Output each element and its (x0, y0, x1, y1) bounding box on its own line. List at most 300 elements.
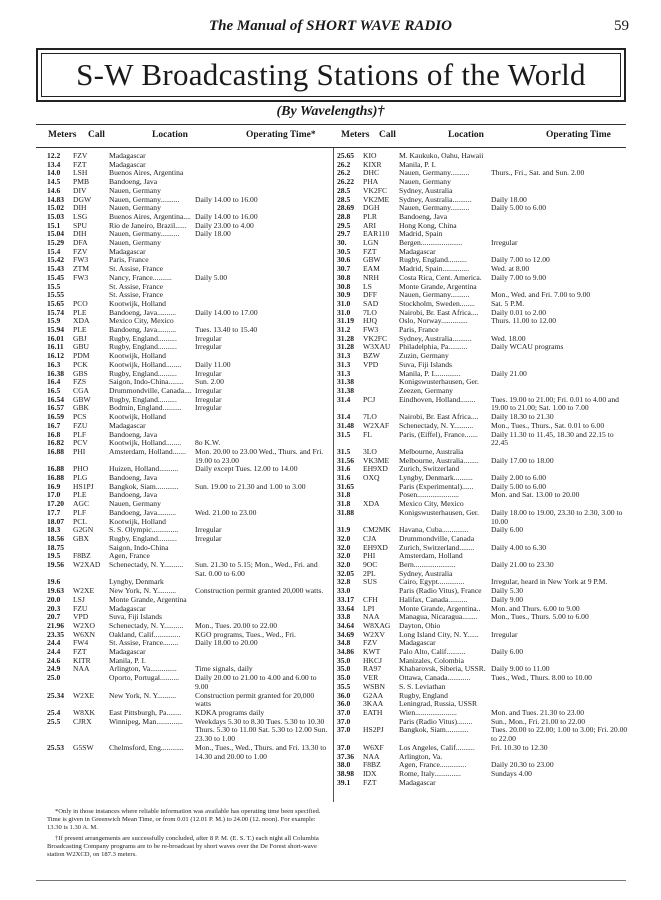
station-row (47, 317, 329, 326)
station-operating-time: Sun., Mon., Fri. 21.00 to 22.00 (491, 716, 586, 726)
station-row (337, 352, 629, 361)
station-call: KIO (363, 151, 377, 160)
station-call: VPD (73, 612, 89, 622)
station-location: St. Assise, France (109, 282, 163, 291)
station-meters: 31.3 (337, 368, 351, 378)
station-location: Monte Grande, Argentina (399, 282, 477, 291)
station-meters: 31.5 (337, 446, 351, 456)
station-row (337, 474, 629, 483)
station-meters: 33.64 (337, 603, 355, 613)
station-location: Nauen, Germany (109, 186, 161, 195)
station-location: Drummondville, Canada.... (109, 386, 192, 395)
station-meters: 14.0 (47, 168, 61, 178)
station-operating-time: Daily 5.30 (491, 586, 524, 596)
station-operating-time (195, 283, 329, 292)
station-call: GBW (363, 255, 381, 265)
station-operating-time: Tues. 13.40 to 15.40 (195, 325, 258, 335)
station-operating-time: Daily 4.00 to 6.30 (491, 542, 547, 552)
station-call: PHO (73, 464, 89, 474)
station-call: GBJ (73, 333, 87, 343)
station-call: PLG (73, 473, 88, 483)
station-location: Rugby, England.......... (109, 534, 177, 543)
station-meters: 37.0 (337, 716, 351, 726)
station-location: Schenectady, N. Y.......... (109, 561, 184, 570)
bottom-rule (36, 880, 626, 881)
station-meters: 17.7 (47, 507, 61, 517)
station-location: St. Assise, France........ (109, 639, 179, 648)
station-operating-time: Mon., Tues., Thurs., Sat. 0.01 to 6.00 (491, 420, 605, 430)
station-meters: 16.11 (47, 342, 64, 352)
station-meters: 15.1 (47, 220, 61, 230)
station-row (47, 404, 329, 413)
station-call: CFH (363, 594, 378, 604)
station-call (363, 378, 399, 387)
station-meters: 20.3 (47, 603, 61, 613)
station-row (47, 378, 329, 387)
station-row (337, 213, 629, 222)
station-call: 7LO (363, 412, 377, 422)
station-row (47, 274, 329, 283)
station-meters: 38.98 (337, 768, 355, 778)
station-operating-time: Daily 18.00 (491, 194, 527, 204)
station-row (337, 596, 629, 605)
station-location: Nauen, Germany (109, 239, 161, 248)
station-location: Manila, P. I.............. (399, 369, 461, 378)
column-divider (333, 148, 334, 802)
station-operating-time: Daily 7.00 to 9.00 (491, 272, 547, 282)
station-call: 3KAA (363, 699, 384, 709)
station-row (47, 639, 329, 648)
station-operating-time: Daily 20.30 to 23.00 (491, 760, 554, 770)
station-meters: 18.75 (47, 542, 65, 552)
station-location: Kootwijk, Holland (109, 413, 166, 422)
station-meters: 35.0 (337, 655, 351, 665)
station-call: LSJ (73, 594, 85, 604)
station-operating-time: Irregular, heard in New York at 9 P.M. (491, 577, 608, 587)
station-meters: 28.5 (337, 185, 351, 195)
station-operating-time (491, 378, 629, 387)
station-location: Paris (Radio Vitus), France (399, 587, 482, 596)
station-operating-time: Daily 5.00 to 6.00 (491, 203, 547, 213)
station-call: DGW (73, 194, 92, 204)
station-row (47, 509, 329, 518)
station-location: Madrid, Spain (399, 230, 443, 239)
station-call: G5SW (73, 742, 94, 752)
station-location: Monte Grande, Argentina (109, 595, 187, 604)
station-row (337, 509, 629, 526)
station-meters: 31.4 (337, 394, 351, 404)
header-call-left: Call (88, 130, 105, 140)
station-row (47, 213, 329, 222)
station-meters: 31.2 (337, 325, 351, 335)
station-row (337, 587, 629, 596)
station-location: Amsterdam, Holland....... (109, 447, 186, 456)
station-meters: 36.0 (337, 690, 351, 700)
station-location: East Pittsburgh, Pa........ (109, 709, 182, 717)
station-meters: 31.65 (337, 481, 355, 491)
station-operating-time (491, 692, 629, 701)
station-row (47, 413, 329, 422)
station-call: EH9XD (363, 464, 388, 474)
station-operating-time: Tues. 19.00 to 21.00; Fri. 0.01 to 4.00 and 19.00 to 21.00; Sat. 1.00 to 7.00 (491, 394, 619, 413)
station-meters: 31.38 (337, 385, 355, 395)
station-call: DFA (73, 238, 88, 248)
header-location-left: Location (152, 130, 188, 140)
station-meters: 35.5 (337, 681, 351, 691)
station-location: Kootwijk, Holland (109, 299, 166, 308)
station-call: VPD (363, 359, 379, 369)
station-operating-time: Construction permit granted for 20,000 watts (195, 690, 315, 709)
station-operating-time: Daily 14.00 to 16.00 (195, 194, 258, 204)
station-meters: 16.88 (47, 473, 65, 483)
station-location: Rome, Italy.............. (399, 769, 461, 778)
station-meters: 34.8 (337, 638, 351, 648)
station-row (337, 709, 629, 718)
station-location: Bern...................... (399, 561, 456, 570)
station-location: Zeezen, Germany (399, 386, 453, 395)
station-operating-time (195, 291, 329, 300)
station-location: Bandoeng, Java.......... (109, 326, 177, 335)
station-call: FW3 (363, 325, 379, 335)
station-row (47, 196, 329, 205)
station-location: Agen, France.............. (399, 761, 467, 770)
station-meters: 19.56 (47, 560, 65, 570)
station-call: RA97 (363, 664, 382, 674)
station-location: Nauen, Germany.......... (399, 204, 470, 213)
station-call: W2XE (73, 690, 95, 700)
station-meters: 31.5 (337, 429, 351, 439)
station-row (47, 448, 329, 465)
station-meters: 37.0 (337, 725, 351, 735)
station-call: DHC (363, 168, 380, 178)
station-list-left (47, 152, 329, 761)
station-row (337, 779, 629, 788)
station-operating-time: Weekdays 5.30 to 8.30 Tues. 5.30 to 10.30 Thurs. 5.30 to 11.00 Sat. 5.30 to 12.00 Sun. 23.30 to 1.00 (195, 716, 328, 744)
footnotes (47, 808, 327, 863)
station-location: Hong Kong, China (399, 221, 457, 230)
station-row (337, 465, 629, 474)
station-row (47, 248, 329, 257)
station-call: GBW (73, 394, 91, 404)
station-location: Lyngby, Denmark.......... (399, 474, 473, 483)
station-operating-time (491, 152, 629, 161)
station-operating-time: Tues. 20.00 to 22.00; 1.00 to 3.00; Fri. 20.00 to 22.00 (491, 725, 628, 744)
station-location: Cairo, Egypt.............. (399, 578, 465, 587)
station-meters: 16.59 (47, 412, 65, 422)
station-operating-time (491, 222, 629, 231)
station-call: CGA (73, 385, 90, 395)
station-location: Rugby, England (399, 691, 448, 700)
station-call: LSH (73, 168, 88, 178)
station-meters: 33.0 (337, 586, 351, 596)
station-call: 2PL (363, 568, 376, 578)
station-location: Stockholm, Sweden........ (399, 299, 475, 308)
station-call: VK3ME (363, 455, 390, 465)
station-row (47, 674, 329, 691)
station-location: Kootwijk, Holland (109, 352, 166, 361)
station-meters: 18.07 (47, 516, 65, 526)
station-meters: 26.22 (337, 177, 355, 187)
station-operating-time: Wed. at 8.00 (491, 264, 530, 274)
station-call: 3LO (363, 446, 377, 456)
station-operating-time (195, 178, 329, 187)
station-operating-time: Daily 20.00 to 21.00 to 4.00 and 6.00 to 9.00 (195, 673, 317, 691)
station-row (47, 326, 329, 335)
station-meters: 16.9 (47, 481, 61, 491)
station-meters: 31.9 (337, 525, 351, 535)
station-call: NAA (363, 751, 380, 761)
station-call: FW3 (73, 272, 89, 282)
station-meters: 30.5 (337, 246, 351, 256)
station-location: St. Assise, France (109, 291, 163, 300)
station-location: Bandoeng, Java.......... (109, 308, 177, 317)
station-meters: 16.12 (47, 351, 65, 361)
station-meters: 15.65 (47, 298, 65, 308)
station-operating-time: Daily 2.00 to 6.00 (491, 473, 547, 483)
station-location: Arlington, Va. (399, 752, 443, 761)
station-operating-time: Mon., Tues. 20.00 to 22.00 (195, 620, 278, 630)
station-meters: 16.7 (47, 420, 61, 430)
station-location: M. Kaukuko, Oahu, Hawaii (399, 152, 484, 160)
station-meters: 16.8 (47, 429, 61, 439)
station-row (47, 169, 329, 178)
station-operating-time: Sundays 4.00 (491, 768, 532, 778)
station-meters: 31.0 (337, 307, 351, 317)
station-meters: 13.4 (47, 159, 61, 169)
station-meters: 25.5 (47, 716, 61, 726)
station-location: Nairobi, Br. East Africa.... (399, 413, 479, 422)
station-row (47, 587, 329, 596)
station-call: HJQ (363, 316, 377, 326)
station-operating-time (491, 352, 629, 361)
station-location: Melbourne, Australia (399, 447, 464, 456)
station-row (337, 291, 629, 300)
station-meters: 15.55 (47, 290, 65, 300)
station-operating-time: Mon., Tues., Thurs. 5.00 to 6.00 (491, 612, 589, 622)
station-row (337, 770, 629, 779)
station-meters: 30.9 (337, 290, 351, 300)
station-location: Madagascar (399, 778, 436, 787)
header-operating-time-right: Operating Time (546, 130, 611, 140)
station-operating-time: Time signals, daily (195, 664, 253, 674)
station-location: Melbourne, Australia........ (399, 456, 479, 465)
station-call: FZV (73, 246, 88, 256)
station-row (47, 265, 329, 274)
station-operating-time: Daily 0.01 to 2.00 (491, 307, 547, 317)
station-operating-time (195, 248, 329, 257)
station-location: Manila, P. I. (109, 656, 146, 665)
station-call: F8BZ (73, 551, 91, 561)
station-operating-time (195, 605, 329, 614)
station-meters: 16.82 (47, 438, 65, 448)
station-call: KIXR (363, 159, 382, 169)
station-row (337, 544, 629, 553)
station-row (47, 561, 329, 578)
station-meters: 28.69 (337, 203, 355, 213)
station-row (337, 744, 629, 753)
station-meters: 33.17 (337, 594, 355, 604)
station-location: Halifax, Canada.......... (399, 595, 468, 604)
station-meters: 16.01 (47, 333, 65, 343)
station-location: Los Angeles, Calif.......... (399, 743, 475, 752)
station-meters: 16.54 (47, 394, 65, 404)
station-meters: 16.5 (47, 385, 61, 395)
station-row (47, 657, 329, 666)
station-call: W8XAG (363, 620, 391, 630)
station-location: Bandoeng, Java (399, 212, 448, 221)
station-location: Sydney, Australia.......... (399, 334, 472, 343)
station-call (363, 509, 399, 526)
station-meters: 15.74 (47, 307, 65, 317)
station-operating-time: Daily 18.00 to 19.00, 23.30 to 2.30, 3.00 to 10.00 (491, 507, 623, 526)
station-row (47, 283, 329, 292)
station-operating-time: Daily 7.00 to 12.00 (491, 255, 550, 265)
station-location: Konigswusterhausen, Ger. (399, 378, 479, 387)
station-row (337, 343, 629, 352)
station-call: PLE (73, 490, 87, 500)
station-call: DIV (73, 185, 87, 195)
station-operating-time: 8o K.W. (195, 438, 221, 448)
station-call: IDX (363, 768, 377, 778)
station-operating-time: Daily 6.00 (491, 525, 524, 535)
station-call: DIH (73, 229, 87, 239)
station-location: Rugby, England.......... (109, 343, 177, 352)
station-meters: 15.29 (47, 238, 65, 248)
station-row (337, 317, 629, 326)
running-title: The Manual of SHORT WAVE RADIO (209, 18, 452, 34)
station-meters: 31.8 (337, 490, 351, 500)
station-meters: 14.5 (47, 177, 61, 187)
station-row (47, 422, 329, 431)
station-call: PCO (73, 298, 88, 308)
station-operating-time (491, 213, 629, 222)
station-call: EAR110 (363, 229, 390, 239)
station-meters: 31.4 (337, 412, 351, 422)
station-meters: 32.0 (337, 533, 351, 543)
station-meters: 19.63 (47, 586, 65, 596)
station-call: FZU (73, 420, 88, 430)
station-operating-time: Daily 11.30 to 11.45, 18.30 and 22.15 to 22.45 (491, 429, 614, 448)
station-operating-time (491, 683, 629, 692)
station-meters: 15.03 (47, 211, 65, 221)
station-row (47, 239, 329, 248)
station-meters: 31.28 (337, 333, 355, 343)
station-call: W6XF (363, 742, 384, 752)
station-operating-time: Thurs., Fri., Sat. and Sun. 2.00 (491, 168, 585, 178)
station-row (337, 274, 629, 283)
station-meters: 33.8 (337, 612, 351, 622)
station-call: W2XO (73, 620, 95, 630)
station-meters: 16.88 (47, 446, 65, 456)
station-location: Madrid, Spain.............. (399, 265, 470, 274)
station-location: Drummondville, Canada (399, 534, 475, 543)
station-row (337, 239, 629, 248)
station-location: Khabarovsk, Siberia, USSR. (399, 665, 486, 674)
station-call: DGH (363, 203, 380, 213)
station-meters: 16.88 (47, 464, 65, 474)
station-location: Paris (Experimental)...... (399, 482, 474, 491)
station-call: VK2FC (363, 185, 388, 195)
station-meters: 14.83 (47, 194, 65, 204)
station-call: XDA (73, 316, 90, 326)
station-operating-time: Wed. 18.00 (491, 333, 526, 343)
station-location: Oakland, Calif.............. (109, 630, 181, 639)
station-location: S. S. Olympic.............. (109, 526, 179, 535)
station-row (337, 578, 629, 587)
station-location: Madagascar (399, 639, 436, 648)
station-call: G2AA (363, 690, 384, 700)
station-row (47, 526, 329, 535)
station-row (47, 178, 329, 187)
station-call: FZT (363, 777, 377, 787)
station-operating-time: KGO programs, Tues., Wed., Fri. (195, 629, 296, 639)
station-call (73, 283, 109, 292)
station-meters: 37.0 (337, 742, 351, 752)
station-row (337, 378, 629, 387)
station-call: LGN (363, 238, 379, 248)
station-row (47, 631, 329, 640)
station-operating-time: Mon. and Tues. 21.30 to 23.00 (491, 708, 585, 717)
station-row (47, 309, 329, 318)
station-meters: 30.7 (337, 264, 351, 274)
station-row (337, 361, 629, 370)
station-call: HS1PJ (73, 481, 94, 491)
station-location: Bandoeng, Java (109, 430, 158, 439)
station-operating-time: Daily 14.00 to 16.00 (195, 211, 258, 221)
station-call: XDA (363, 499, 380, 509)
station-call: W2XV (363, 629, 385, 639)
station-call: PMB (73, 177, 90, 187)
station-operating-time (491, 779, 629, 788)
station-row (337, 230, 629, 239)
station-location: Amsterdam, Holland (399, 552, 463, 561)
station-meters: 29.7 (337, 229, 351, 239)
station-operating-time: Daily 5.00 to 6.00 (491, 481, 547, 491)
station-operating-time: Daily 9.00 (491, 594, 524, 604)
station-location: Costa Rica, Cent. America. (399, 273, 482, 282)
station-location: Madagascar (399, 247, 436, 256)
station-meters: 31.28 (337, 342, 355, 352)
station-location: Rugby, England.......... (109, 395, 177, 404)
station-location: Madagascar (109, 421, 146, 430)
station-location: Suva, Fiji Islands (109, 613, 162, 622)
header-location-right: Location (448, 130, 484, 140)
station-operating-time (195, 413, 329, 422)
station-operating-time: Irregular (195, 368, 222, 378)
station-call: SPU (73, 220, 87, 230)
station-operating-time: Irregular (195, 333, 222, 343)
station-operating-time: Wed. 21.00 to 23.00 (195, 507, 257, 517)
station-call: W2XAF (363, 420, 390, 430)
station-location: Oslo, Norway.............. (399, 317, 468, 326)
station-meters: 36.0 (337, 699, 351, 709)
station-location: S. S. Leviathan (399, 682, 446, 691)
station-operating-time (195, 422, 329, 431)
station-location: Rugby, England.......... (109, 334, 177, 343)
station-location: Madagascar (109, 604, 146, 613)
station-operating-time: Sat. 5 P.M. (491, 298, 525, 308)
station-location: Sydney, Australia (399, 186, 453, 195)
station-meters: 24.4 (47, 638, 61, 648)
station-meters: 25.0 (47, 673, 61, 683)
station-operating-time: Irregular (195, 533, 222, 543)
station-row (47, 222, 329, 231)
station-operating-time (195, 169, 329, 178)
station-row (47, 300, 329, 309)
station-call: SUS (363, 577, 377, 587)
station-call: W2XE (73, 586, 95, 596)
station-location: Zurich, Switzerland (399, 465, 460, 474)
